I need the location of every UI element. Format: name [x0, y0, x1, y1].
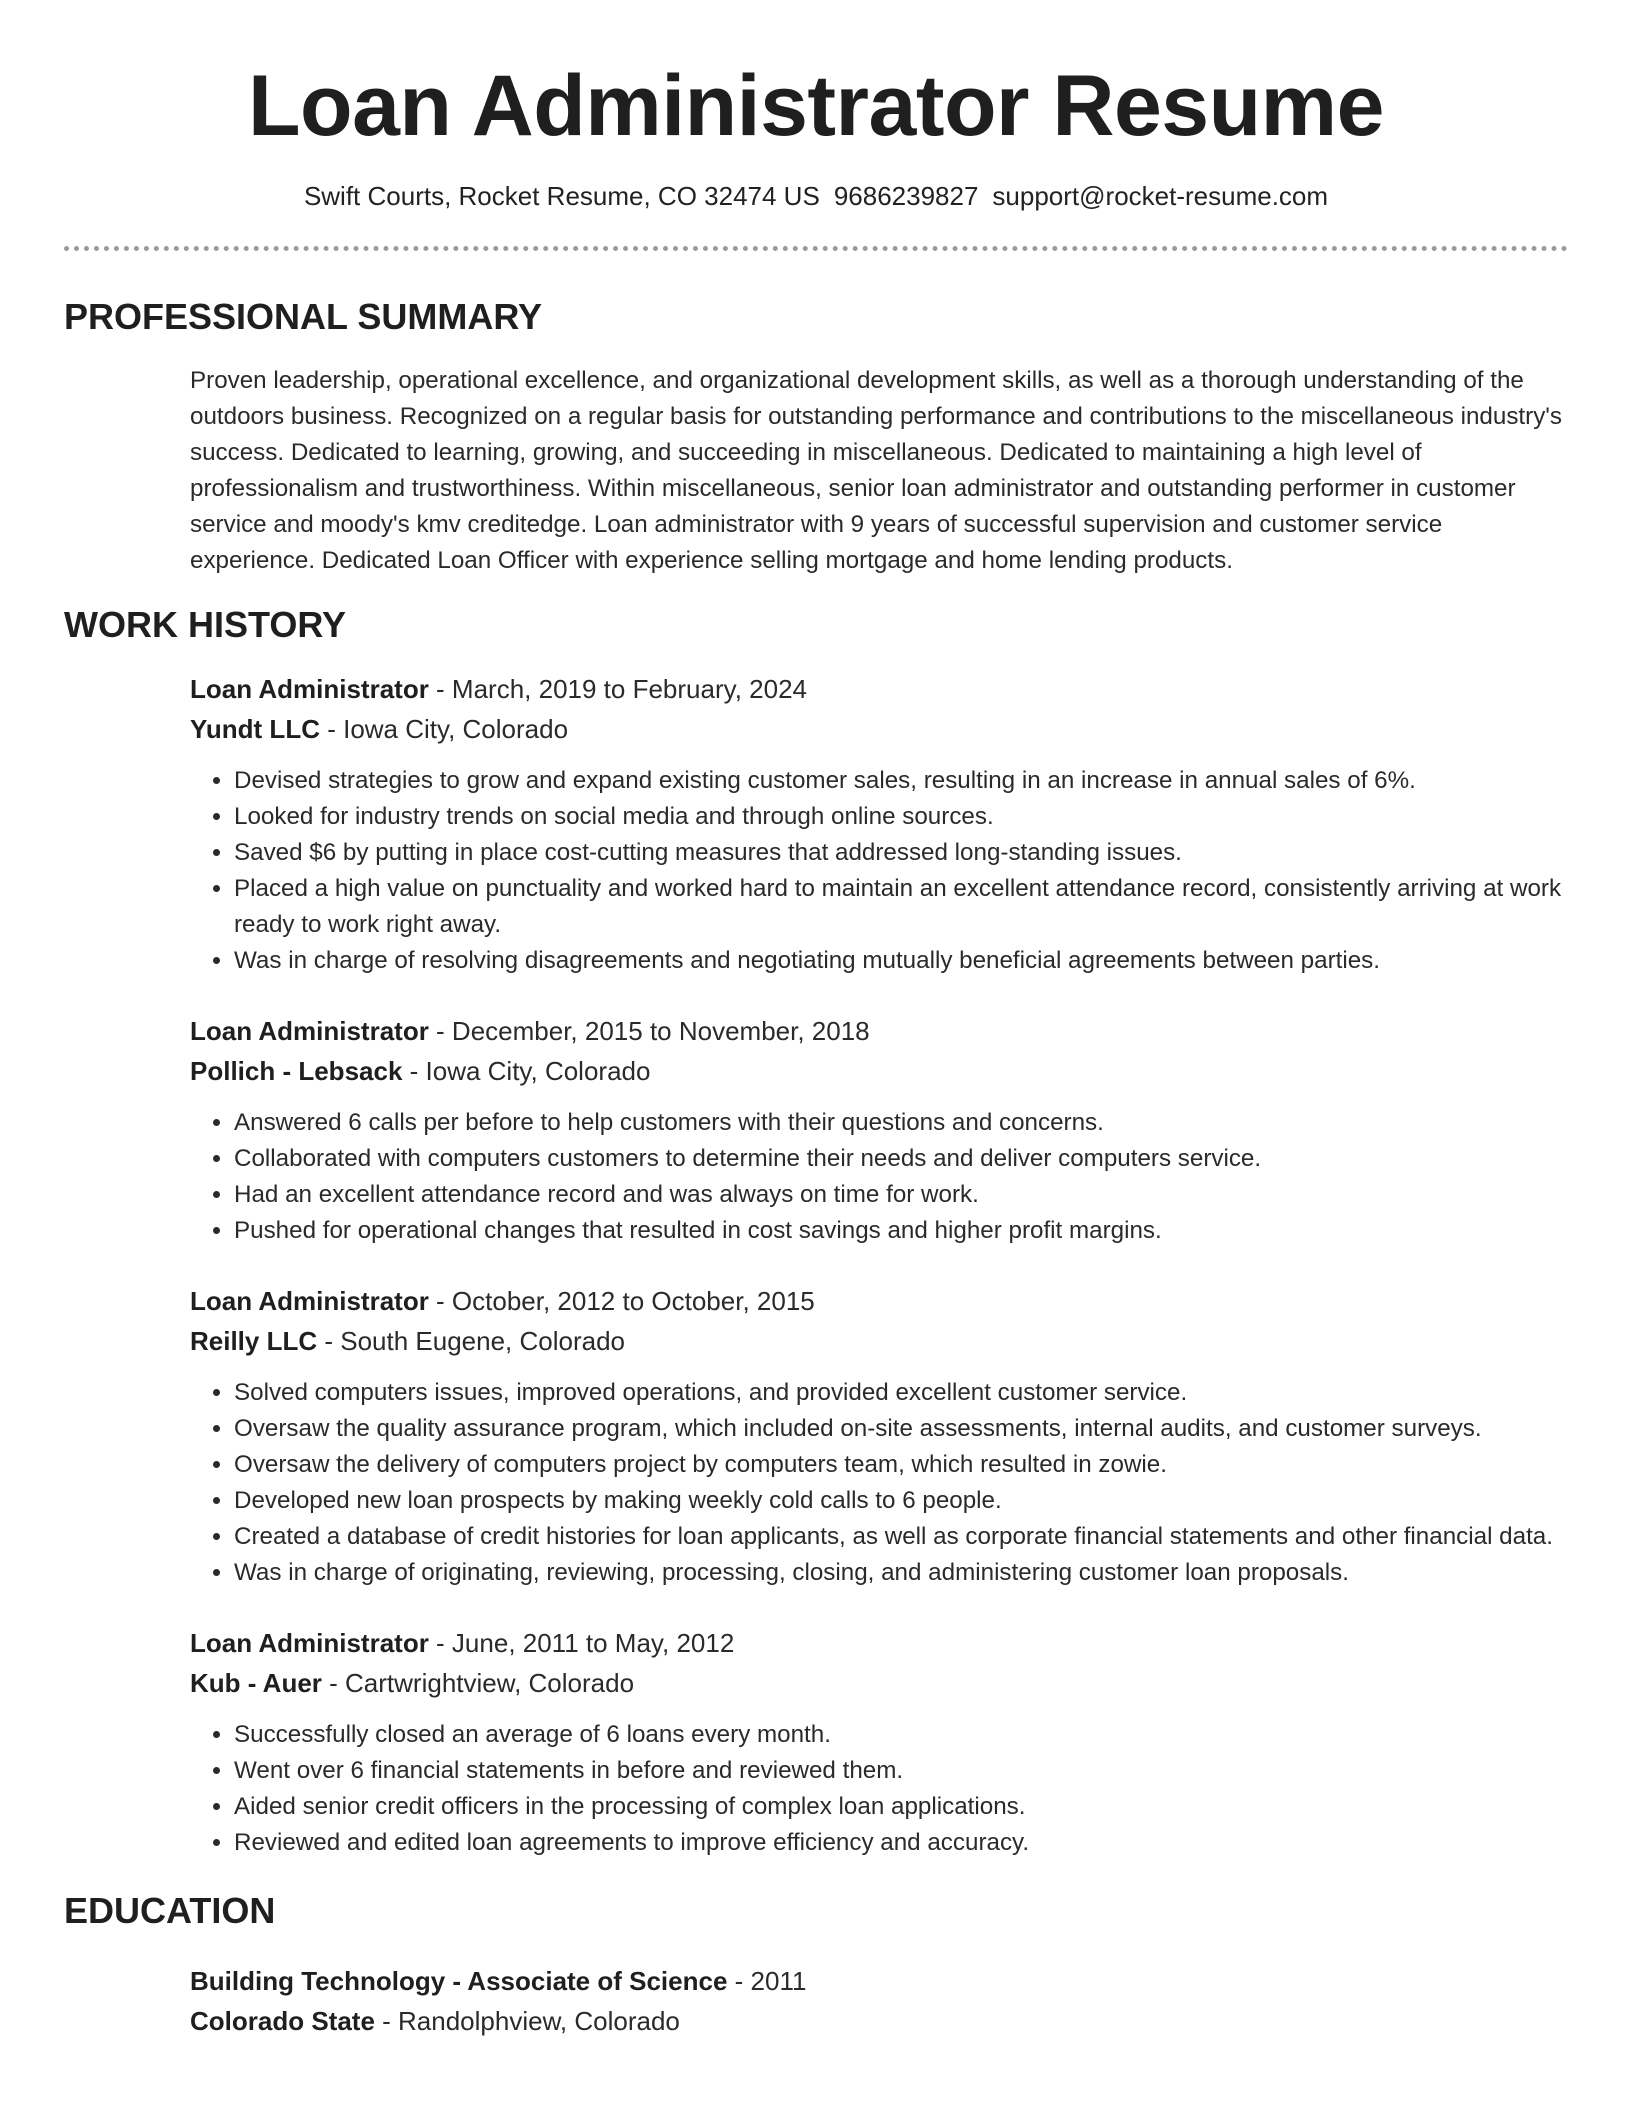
job-title: Loan Administrator [190, 1016, 429, 1046]
job-entry [190, 1011, 1568, 1249]
job-bullet: • Saved $6 by putting in place cost-cutting measures that addressed long-standing issues. [234, 835, 1568, 871]
job-dates: - June, 2011 to May, 2012 [428, 1628, 735, 1658]
job-title: Loan Administrator [190, 1628, 429, 1658]
contact-info [64, 180, 1568, 212]
contact-phone: 9686239827 [833, 181, 979, 211]
education-degree-line [190, 1961, 1568, 2001]
job-location: - Iowa City, Colorado [319, 714, 569, 744]
job-bullet: • Successfully closed an average of 6 loans every month. [234, 1717, 1568, 1753]
job-title-line [190, 1281, 1568, 1321]
job-location: - South Eugene, Colorado [317, 1326, 626, 1356]
education-heading: EDUCATION [64, 1890, 276, 1931]
job-entry [190, 669, 1568, 979]
job-dates: - March, 2019 to February, 2024 [428, 674, 807, 704]
job-company: Pollich - Lebsack [190, 1056, 403, 1086]
education-year: - 2011 [727, 1966, 807, 1996]
job-bullet: • Went over 6 financial statements in before and reviewed them. [234, 1753, 1568, 1789]
job-bullet: • Pushed for operational changes that resulted in cost savings and higher profit margins. [234, 1213, 1568, 1249]
job-bullet: • Collaborated with computers customers to determine their needs and deliver computers service. [234, 1141, 1568, 1177]
job-bullet: • Placed a high value on punctuality and worked hard to maintain an excellent attendance record, consistently arriving at work ready to work right away. [234, 871, 1568, 943]
job-entry [190, 1623, 1568, 1861]
job-dates: - October, 2012 to October, 2015 [428, 1286, 815, 1316]
job-bullet: • Was in charge of originating, reviewing, processing, closing, and administering customer loan proposals. [234, 1555, 1568, 1591]
education-degree: Building Technology - Associate of Science [190, 1966, 728, 1996]
job-company: Kub - Auer [190, 1668, 322, 1698]
summary-text: Proven leadership, operational excellence, and organizational development skills, as well as a thorough understanding of the outdoors business. Recognized on a regular basis for outstanding performance and contributions to the miscellaneous industry's success. Dedicated to learning, growing, and succeeding in miscellaneous. Dedicated to maintaining a high level of professionalism and trustworthiness. Within miscellaneous, senior loan administrator and outstanding performer in customer service and moody's kmv creditedge. Loan administrator with 9 years of successful supervision and customer service experience. Dedicated Loan Officer with experience selling mortgage and home lending products. [190, 367, 1563, 574]
job-title-line [190, 1011, 1568, 1051]
job-title: Loan Administrator [190, 674, 429, 704]
job-bullet: • Oversaw the delivery of computers project by computers team, which resulted in zowie. [234, 1447, 1568, 1483]
education-location: - Randolphview, Colorado [374, 2006, 680, 2036]
resume-title: Loan Administrator Resume [248, 58, 1384, 154]
job-bullets [190, 1375, 1568, 1591]
job-bullet: • Solved computers issues, improved operations, and provided excellent customer service. [234, 1375, 1568, 1411]
job-entry [190, 1281, 1568, 1591]
job-bullet: • Answered 6 calls per before to help customers with their questions and concerns. [234, 1105, 1568, 1141]
job-bullet: • Developed new loan prospects by making weekly cold calls to 6 people. [234, 1483, 1568, 1519]
job-bullet: • Oversaw the quality assurance program, which included on-site assessments, internal audits, and customer surveys. [234, 1411, 1568, 1447]
job-bullet: • Devised strategies to grow and expand existing customer sales, resulting in an increase in annual sales of 6%. [234, 763, 1568, 799]
job-company: Reilly LLC [190, 1326, 318, 1356]
job-location: - Cartwrightview, Colorado [321, 1668, 635, 1698]
education-school: Colorado State [190, 2006, 375, 2036]
job-company-line [190, 1663, 1568, 1703]
job-title-line [190, 669, 1568, 709]
summary-heading: PROFESSIONAL SUMMARY [64, 296, 543, 337]
job-title-line [190, 1623, 1568, 1663]
job-bullets [190, 1717, 1568, 1861]
header-divider [64, 246, 1568, 251]
job-bullet: • Reviewed and edited loan agreements to improve efficiency and accuracy. [234, 1825, 1568, 1861]
job-bullets [190, 1105, 1568, 1249]
job-company: Yundt LLC [190, 714, 320, 744]
job-bullet: • Looked for industry trends on social media and through online sources. [234, 799, 1568, 835]
job-bullet: • Had an excellent attendance record and was always on time for work. [234, 1177, 1568, 1213]
job-bullet: • Aided senior credit officers in the processing of complex loan applications. [234, 1789, 1568, 1825]
job-company-line [190, 1051, 1568, 1091]
job-company-line [190, 1321, 1568, 1361]
contact-address: Swift Courts, Rocket Resume, CO 32474 US [303, 181, 820, 211]
education-school-line [190, 2001, 1568, 2041]
job-company-line [190, 709, 1568, 749]
job-bullet: • Was in charge of resolving disagreements and negotiating mutually beneficial agreements between parties. [234, 943, 1568, 979]
education-entry [190, 1961, 1568, 2041]
job-location: - Iowa City, Colorado [402, 1056, 651, 1086]
work-history-heading: WORK HISTORY [64, 604, 347, 645]
job-bullets [190, 763, 1568, 979]
contact-email: support@rocket-resume.com [992, 181, 1329, 211]
job-dates: - December, 2015 to November, 2018 [428, 1016, 870, 1046]
job-bullet: • Created a database of credit histories for loan applicants, as well as corporate financial statements and other financial data. [234, 1519, 1568, 1555]
job-title: Loan Administrator [190, 1286, 429, 1316]
